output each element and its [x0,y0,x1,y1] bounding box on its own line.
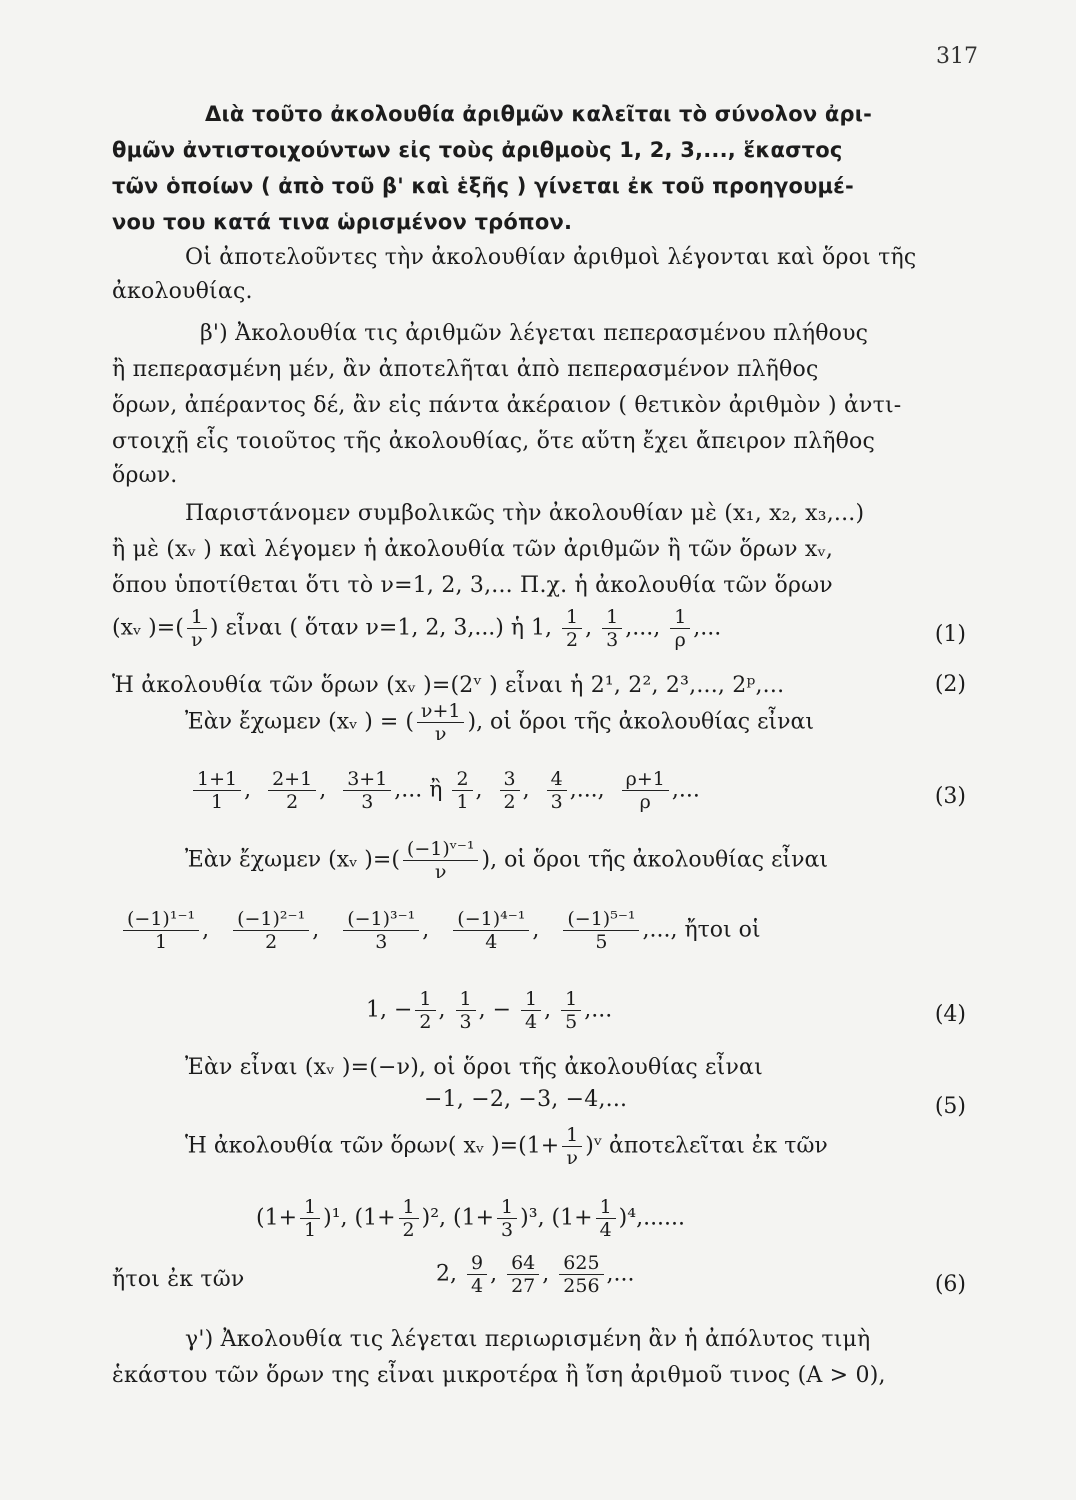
para3-line-5: ὅρων. [112,463,178,488]
equation-1-label: (1) [934,622,966,647]
equation-2: Ἡ ἀκολουθία τῶν ὅρων (xᵥ )=(2ᵛ ) εἶναι ἡ 2¹, 2², 2³,..., 2ᵖ,... [112,673,785,698]
equation-4-label: (4) [934,1002,966,1027]
equation-3-intro: Ἐὰν ἔχωμεν (xᵥ ) = ( $\frac{\nu+1}{\nu}$ ), οἱ ὅροι τῆς ἀκολουθίας εἶναι [185,700,814,745]
para1-line-3: τῶν ὁποίων ( ἀπὸ τοῦ β' καὶ ἑξῆς ) γίνεται ἐκ τοῦ προηγουμέ- [112,174,854,198]
para3-line-1: β') Ἀκολουθία τις ἀριθμῶν λέγεται πεπερασμένου πλήθους [200,321,869,346]
para1-line-2: θμῶν ἀντιστοιχούντων εἰς τοὺς ἀριθμοὺς 1, 2, 3,..., ἕκαστος [112,138,843,162]
equation-6-label: (6) [934,1272,966,1297]
para4-line-1: Παριστάνομεν συμβολικῶς τὴν ἀκολουθίαν μὲ (x₁, x₂, x₃,...) [185,501,865,526]
equation-6: 2, $\frac{9}{4}$ , $\frac{64}{27}$ , $\frac{625}{256}$ ,... [436,1252,635,1297]
equation-1: (xᵥ )=( $\frac{1}{\nu}$ ) εἶναι ( ὅταν ν=1, 2, 3,...) ἡ 1, $\frac{1}{2}$ , $\frac{1}{3}$ ,..., $\frac{1}{\rho}$ ,... [112,606,722,651]
equation-4-intro: Ἐὰν ἔχωμεν (xᵥ )=( $\frac{\text{(−1)ᵛ⁻¹}}{\nu}$ ), οἱ ὅροι τῆς ἀκολουθίας εἶναι [185,838,828,883]
para3-line-4: στοιχῇ εἷς τοιοῦτος τῆς ἀκολουθίας, ὅτε αὕτη ἔχει ἄπειρον πλῆθος [112,429,876,454]
para2-line-1: Οἱ ἀποτελοῦντες τὴν ἀκολουθίαν ἀριθμοὶ λέγονται καὶ ὅροι τῆς [185,245,917,270]
para3-line-3: ὅρων, ἀπέραντος δέ, ἂν εἰς πάντα ἀκέραιον ( θετικὸν ἀριθμὸν ) ἀντι- [112,393,902,418]
equation-3-label: (3) [934,784,966,809]
equation-6-prefix: ἤτοι ἐκ τῶν [112,1267,245,1292]
para2-line-2: ἀκολουθίας. [112,279,253,304]
para5-line-1: γ') Ἀκολουθία τις λέγεται περιωρισμένη ἂν ἡ ἀπόλυτος τιμὴ [185,1327,871,1352]
para1-line-1: Διὰ τοῦτο ἀκολουθία ἀριθμῶν καλεῖται τὸ σύνολον ἀρι- [205,102,873,126]
para4-line-3: ὅπου ὑποτίθεται ὅτι τὸ ν=1, 2, 3,... Π.χ. ἡ ἀκολουθία τῶν ὅρων [112,573,833,598]
para5-line-2: ἑκάστου τῶν ὅρων της εἶναι μικροτέρα ἢ ἴση ἀριθμοῦ τινος (A > 0), [112,1363,886,1388]
equation-3: $\frac{1+1}{1}$ , $\frac{2+1}{2}$ , $\frac{3+1}{3}$ ,... ἢ $\frac{2}{1}$ , $\frac{3}{2}$ , $\frac{4}{3}$ ,..., $\frac{\rho+1}{\rho}$ ,... [190,768,700,813]
para1-line-4: νου του κατά τινα ὡρισμένον τρόπον. [112,210,573,234]
para4-line-2: ἢ μὲ (xᵥ ) καὶ λέγομεν ἡ ἀκολουθία τῶν ἀριθμῶν ἢ τῶν ὅρων xᵥ, [112,537,834,562]
equation-5-intro: Ἐὰν εἶναι (xᵥ )=(−ν), οἱ ὅροι τῆς ἀκολουθίας εἶναι [185,1055,763,1080]
equation-4-terms: $\frac{\text{(−1)¹⁻¹}}{1}$ , $\frac{\text{(−1)²⁻¹}}{2}$ , $\frac{\text{(−1)³⁻¹}}{3}$ , $\frac{\text{(−1)⁴⁻¹}}{4}$ , $\frac{\text{(−1)⁵⁻¹}}{5}$ ,..., ἤτοι οἱ [120,908,761,953]
para3-line-2: ἢ πεπερασμένη μέν, ἂν ἀποτελῆται ἀπὸ πεπερασμένον πλῆθος [112,357,819,382]
equation-6-intro: Ἡ ἀκολουθία τῶν ὅρων( xᵥ )=(1+ $\frac{1}{\nu}$ )ᵛ ἀποτελεῖται ἐκ τῶν [185,1124,828,1169]
equation-2-label: (2) [934,672,966,697]
equation-6-powers: (1+ $\frac{1}{1}$ )¹, (1+ $\frac{1}{2}$ )², (1+ $\frac{1}{3}$ )³, (1+ $\frac{1}{4}$ )⁴,...... [256,1196,686,1241]
page-number: 317 [936,44,978,69]
equation-4: 1, − $\frac{1}{2}$ , $\frac{1}{3}$ , − $\frac{1}{4}$ , $\frac{1}{5}$ ,... [366,988,613,1033]
equation-5: −1, −2, −3, −4,... [424,1087,628,1112]
equation-5-label: (5) [934,1094,966,1119]
